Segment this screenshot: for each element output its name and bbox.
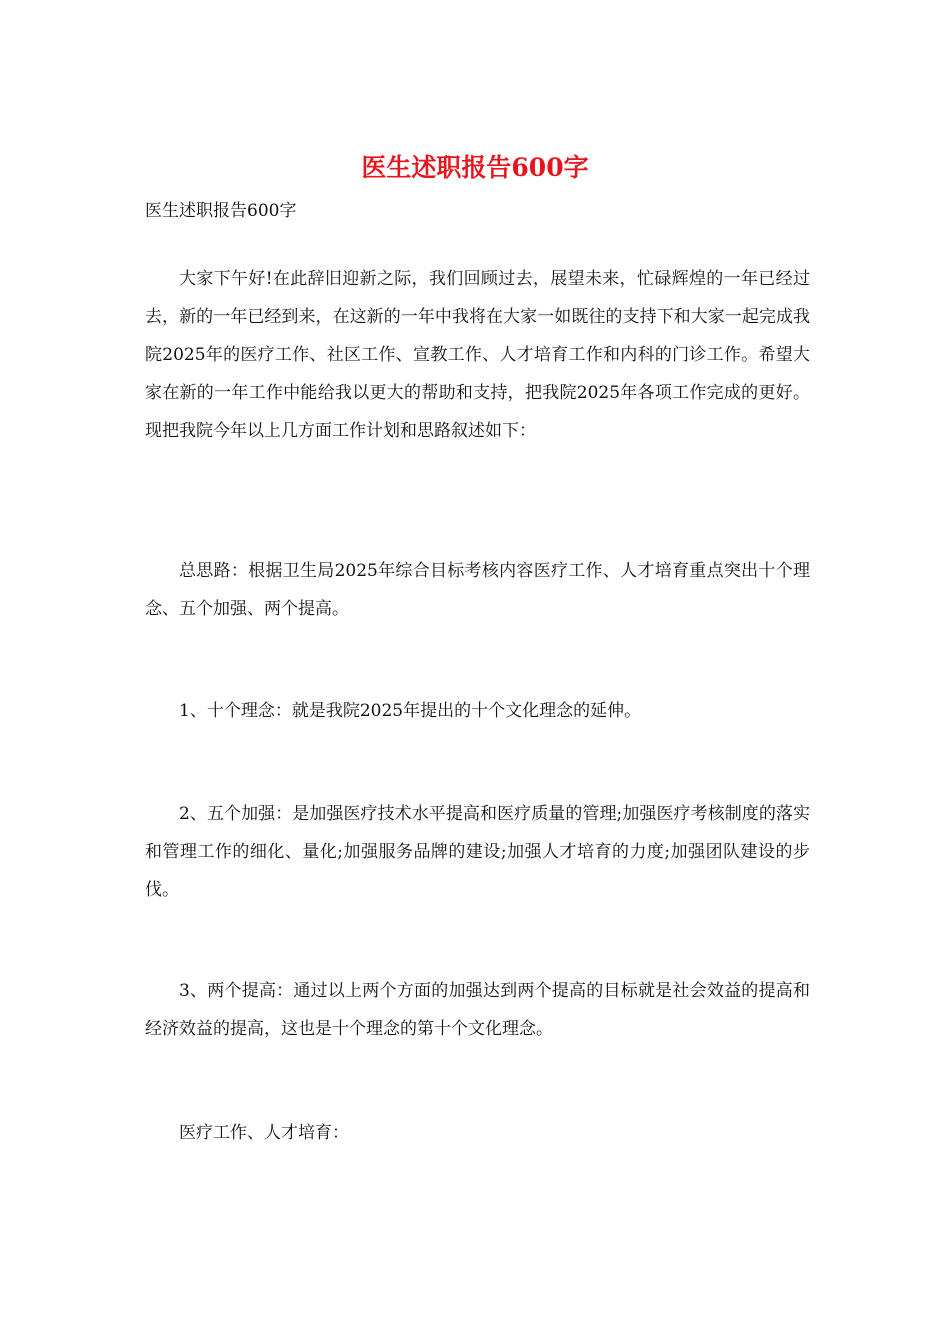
paragraph-overall-idea: 总思路：根据卫生局2025年综合目标考核内容医疗工作、人才培育重点突出十个理念、五个加强、两个提高。 xyxy=(145,561,810,619)
paragraph-ten-concepts: 1、十个理念：就是我院2025年提出的十个文化理念的延伸。 xyxy=(179,701,642,721)
paragraph-greeting: 大家下午好!在此辞旧迎新之际，我们回顾过去，展望未来，忙碌辉煌的一年已经过去，新的一年已经到来，在这新的一年中我将在大家一如既往的支持下和大家一起完成我院2025年的医疗工作、社区工作、宣教工作、人才培育工作和内科的门诊工作。希望大家在新的一年工作中能给我以更大的帮助和支持，把我院2025年各项工作完成的更好。现把我院今年以上几方面工作计划和思路叙述如下： xyxy=(145,269,810,441)
document-subtitle: 医生述职报告600字 xyxy=(145,201,297,221)
paragraph-section-heading: 医疗工作、人才培育： xyxy=(179,1123,349,1143)
paragraph-two-improvements: 3、两个提高：通过以上两个方面的加强达到两个提高的目标就是社会效益的提高和经济效益的提高，这也是十个理念的第十个文化理念。 xyxy=(145,981,810,1039)
paragraph-five-strengthenings: 2、五个加强：是加强医疗技术水平提高和医疗质量的管理;加强医疗考核制度的落实和管理工作的细化、量化;加强服务品牌的建设;加强人才培育的力度;加强团队建设的步伐。 xyxy=(145,804,810,900)
document-title: 医生述职报告600字 xyxy=(361,153,589,182)
